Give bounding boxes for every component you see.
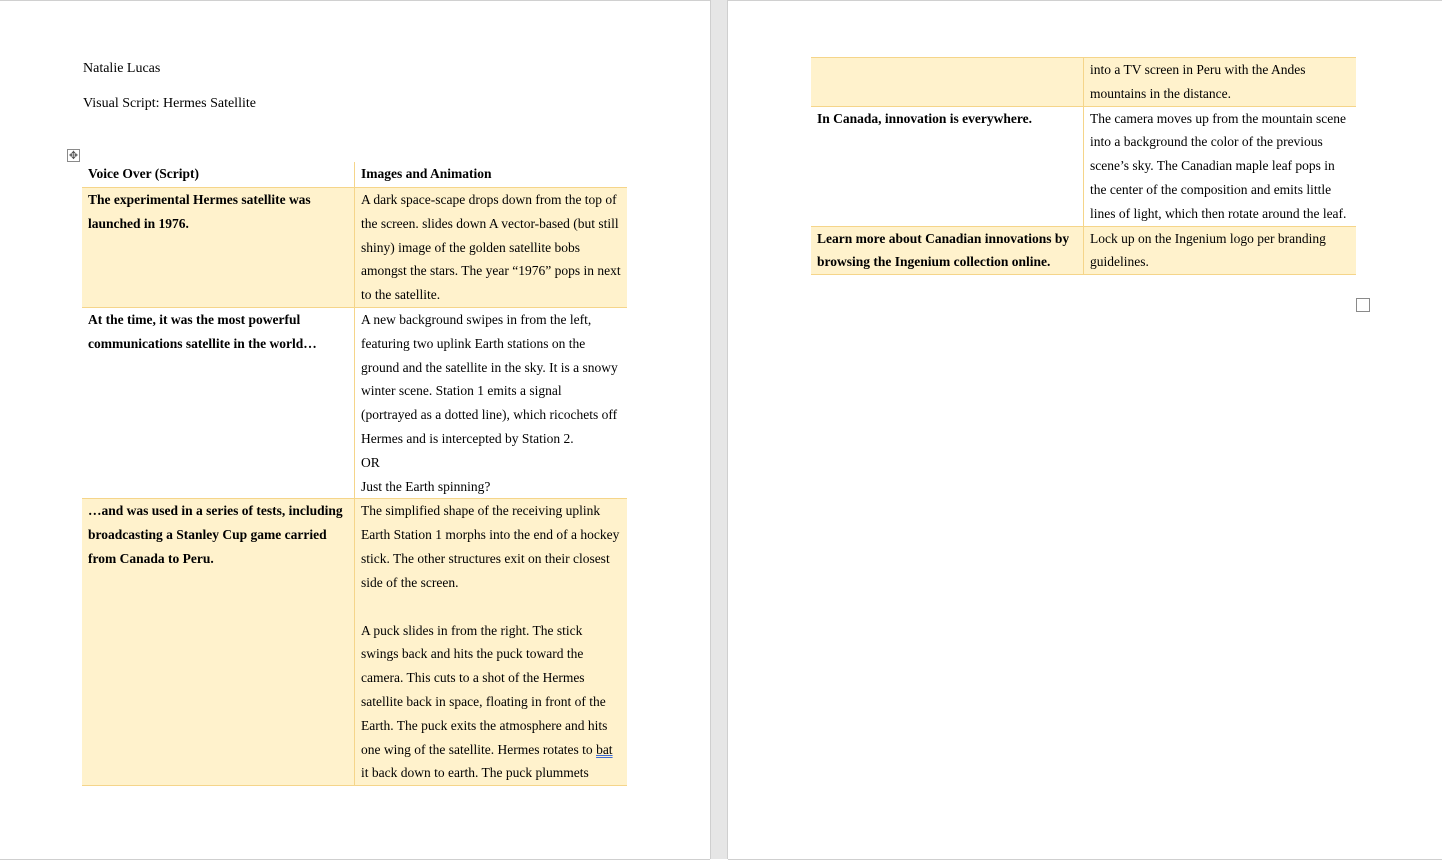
table-row: [82, 188, 627, 308]
animation-text: Just the Earth spinning?: [361, 478, 491, 494]
animation-cell[interactable]: [355, 499, 628, 786]
voice-over-cell[interactable]: The experimental Hermes satellite was launched in 1976.: [82, 188, 355, 308]
voice-over-cell[interactable]: …and was used in a series of tests, including broadcasting a Stanley Cup game carried from Canada to Peru.: [82, 499, 355, 786]
voice-over-cell[interactable]: At the time, it was the most powerful communications satellite in the world…: [82, 307, 355, 498]
script-table-continued: [811, 57, 1356, 275]
voice-over-cell[interactable]: Learn more about Canadian innovations by browsing the Ingenium collection online.: [811, 226, 1084, 275]
column-header-images-animation: Images and Animation: [355, 162, 628, 188]
animation-text: A dark space-scape drops down from the top of the screen. slides down A vector-based (but still shiny) image of the golden satellite bobs amongst the stars. The year “1976” pops in next to the satellite.: [361, 192, 621, 303]
animation-text-part: A puck slides in from the right. The stick swings back and hits the puck toward the camera. This cuts to a shot of the Hermes satellite back in space, floating in front of the Earth. The puck exits the atmosphere and hits one wing of the satellite. Hermes rotates to: [361, 622, 608, 757]
table-row: [811, 106, 1356, 226]
table-row: [811, 226, 1356, 275]
table-header-row: [82, 162, 627, 188]
table-row: [82, 307, 627, 498]
animation-cell[interactable]: [1084, 58, 1357, 107]
animation-cell[interactable]: [355, 188, 628, 308]
animation-cell[interactable]: [1084, 106, 1357, 226]
animation-text: [361, 619, 621, 786]
animation-text: Lock up on the Ingenium logo per branding guidelines.: [1090, 230, 1326, 270]
animation-text: into a TV screen in Peru with the Andes mountains in the distance.: [1090, 62, 1306, 101]
document-page-1: [0, 0, 710, 860]
voice-over-cell[interactable]: [811, 58, 1084, 107]
animation-cell[interactable]: [1084, 226, 1357, 275]
animation-text: The camera moves up from the mountain scene into a background the color of the previous scene’s sky. The Canadian maple leaf pops in the center of the composition and emits little lines of light, which then rotate around the leaf.: [1090, 110, 1347, 221]
document-title: Visual Script: Hermes Satellite: [83, 96, 256, 111]
table-row: [82, 499, 627, 786]
table-move-handle-icon[interactable]: ✥: [68, 149, 79, 162]
animation-cell[interactable]: [355, 307, 628, 498]
script-table: [82, 162, 627, 786]
author-name: Natalie Lucas: [83, 61, 161, 76]
animation-text: OR: [361, 454, 380, 470]
table-end-marker-icon[interactable]: [1356, 298, 1370, 312]
animation-text: The simplified shape of the receiving uplink Earth Station 1 morphs into the end of a hockey stick. The other structures exit on their closest side of the screen.: [361, 503, 620, 590]
paragraph-gap: [361, 595, 621, 619]
animation-text-part: it back down to earth. The puck plummets: [361, 765, 589, 781]
page-gutter: [710, 0, 728, 859]
table-row: [811, 58, 1356, 107]
spellcheck-word[interactable]: bat: [596, 741, 613, 757]
voice-over-cell[interactable]: In Canada, innovation is everywhere.: [811, 106, 1084, 226]
column-header-voice-over: Voice Over (Script): [82, 162, 355, 188]
animation-text: A new background swipes in from the left, featuring two uplink Earth stations on the ground and the satellite in the sky. It is a snowy winter scene. Station 1 emits a signal (portrayed as a dotted line), which ricochets off Hermes and is intercepted by Station 2.: [361, 311, 618, 446]
